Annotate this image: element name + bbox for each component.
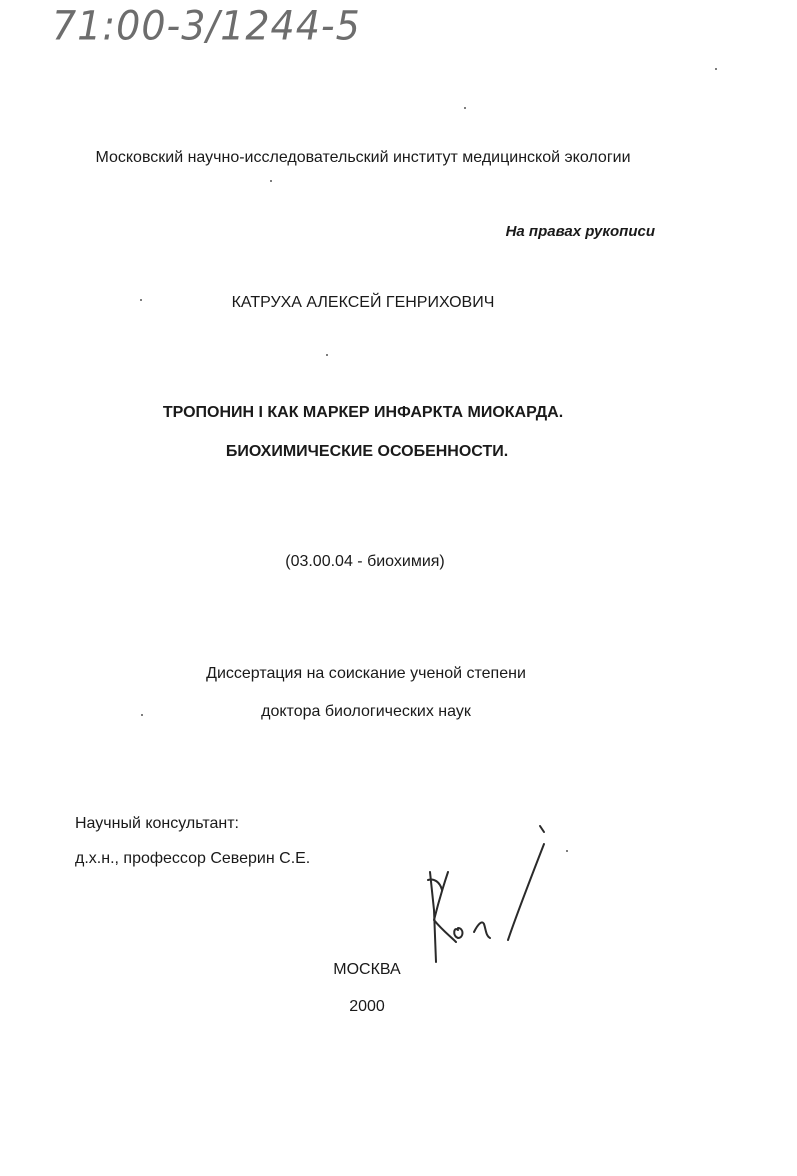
scan-speck bbox=[326, 354, 328, 356]
author-name: КАТРУХА АЛЕКСЕЙ ГЕНРИХОВИЧ bbox=[231, 294, 495, 311]
city: МОСКВА bbox=[333, 961, 401, 978]
scan-speck bbox=[141, 714, 143, 716]
scan-speck bbox=[140, 299, 142, 301]
scan-speck bbox=[566, 850, 568, 852]
scan-speck bbox=[715, 68, 717, 70]
institute-name: Московский научно-исследовательский институт медицинской экологии bbox=[95, 149, 631, 166]
consultant-label: Научный консультант: bbox=[75, 815, 239, 832]
scan-speck bbox=[464, 107, 466, 109]
title-line-1: ТРОПОНИН I КАК МАРКЕР ИНФАРКТА МИОКАРДА. bbox=[162, 404, 564, 421]
handwritten-signature bbox=[420, 820, 570, 970]
title-line-2: БИОХИМИЧЕСКИЕ ОСОБЕННОСТИ. bbox=[225, 443, 509, 460]
year: 2000 bbox=[349, 998, 385, 1015]
consultant-name: д.х.н., профессор Северин С.Е. bbox=[75, 850, 311, 867]
degree-line-1: Диссертация на соискание ученой степени bbox=[206, 665, 526, 682]
specialty-code: (03.00.04 - биохимия) bbox=[285, 553, 445, 570]
archive-stamp: 71:00-3/1244-5 bbox=[52, 2, 361, 50]
rights-note: На правах рукописи bbox=[505, 223, 655, 240]
scan-speck bbox=[270, 180, 272, 182]
degree-line-2: доктора биологических наук bbox=[261, 703, 471, 720]
